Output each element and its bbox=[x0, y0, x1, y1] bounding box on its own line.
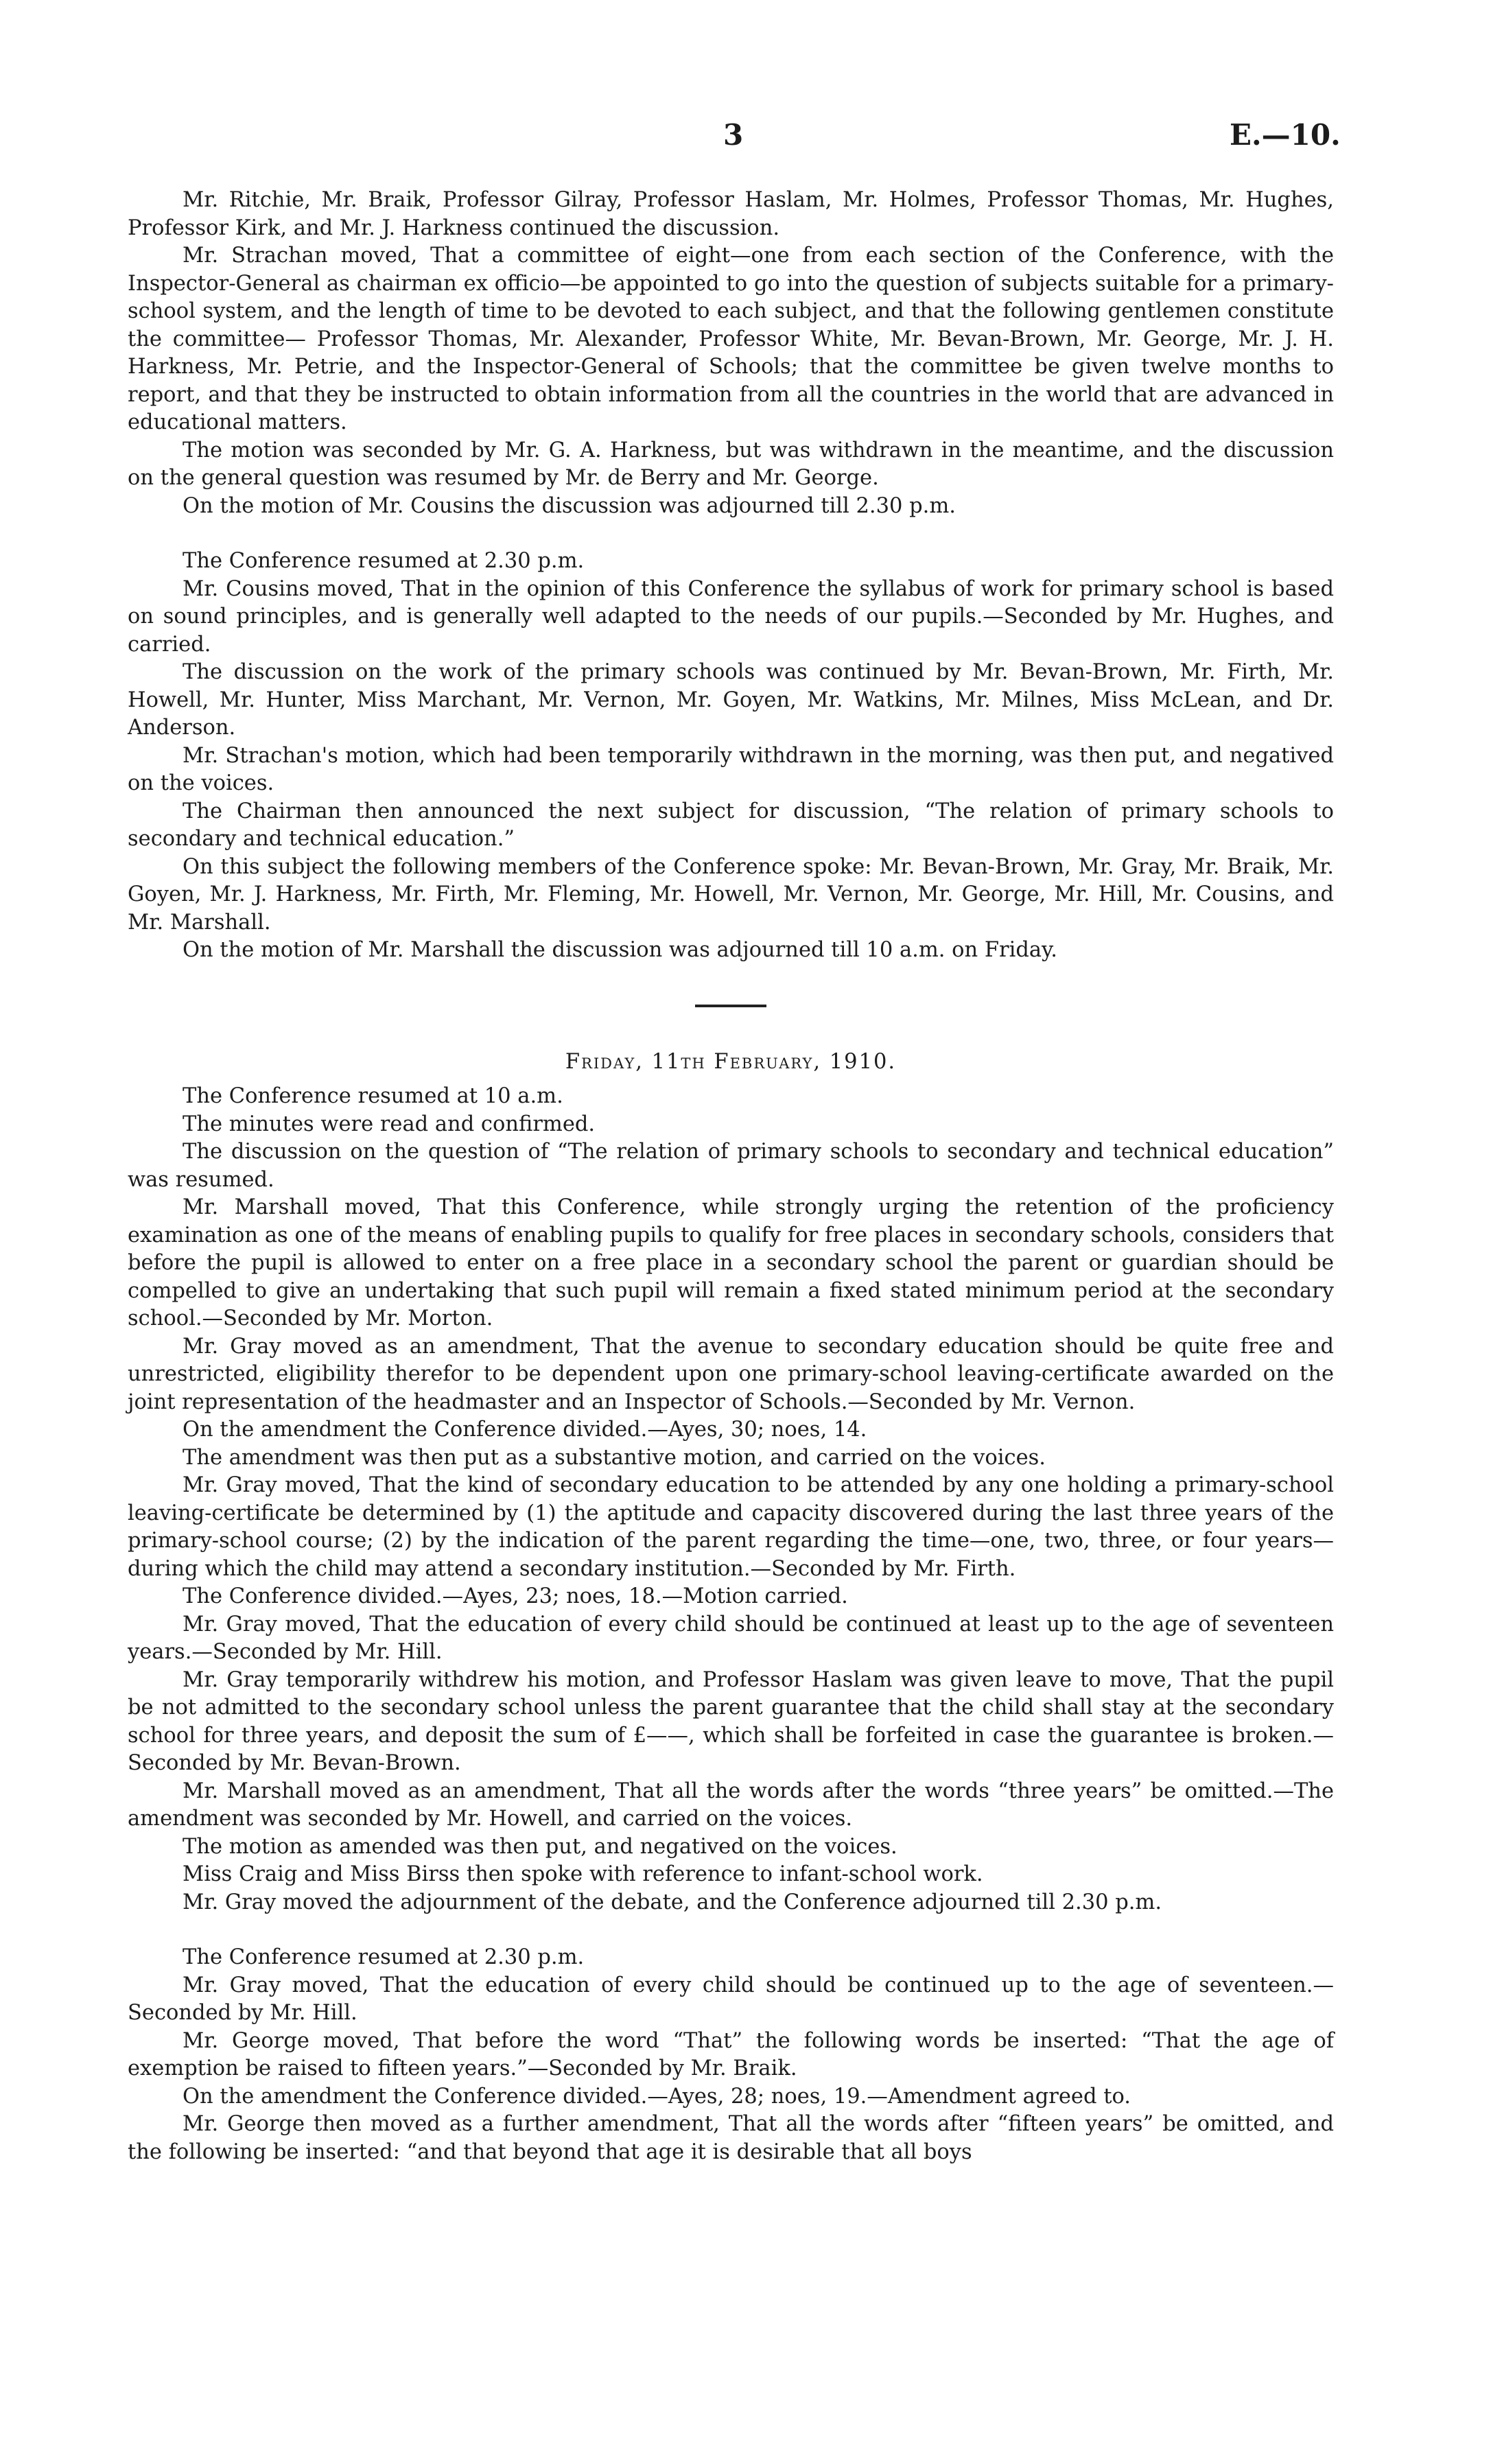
page-number: 3 bbox=[723, 118, 744, 152]
paragraph: On the amendment the Conference divided.—Ayes, 28; noes, 19.—Amendment agreed to. bbox=[183, 2084, 1131, 2109]
paragraph: On the motion of Mr. Marshall the discussion was adjourned till 10 a.m. on Friday. bbox=[183, 938, 1057, 962]
paragraph: Mr. Gray temporarily withdrew his motion, and Professor Haslam was given leave to move, That the pupil be not admitted to the secondary school unless the parent guarantee that the child shall stay at the secondary school for three years, and deposit the sum of £——, which shall be forfeited in case the guarantee is broken.—Seconded by Mr. Bevan-Brown. bbox=[128, 1667, 1334, 1775]
paragraph: Mr. Cousins moved, That in the opinion of this Conference the syllabus of work for primary school is based on sound principles, and is generally well adapted to the needs of our pupils.—Seconded by Mr. Hughes, and carried. bbox=[128, 576, 1334, 657]
paragraph: On this subject the following members of the Conference spoke: Mr. Bevan-Brown, Mr. Gray, Mr. Braik, Mr. Goyen, Mr. J. Harkness, Mr. Firth, Mr. Fleming, Mr. Howell, Mr. Vernon, Mr. George, Mr. Hill, Mr. Cousins, and Mr. Marshall. bbox=[128, 854, 1334, 935]
paragraph: On the motion of Mr. Cousins the discussion was adjourned till 2.30 p.m. bbox=[183, 493, 956, 518]
paragraph: The minutes were read and confirmed. bbox=[183, 1112, 596, 1136]
thursday-morning-section bbox=[128, 187, 1334, 520]
paragraph: The discussion on the question of “The relation of primary schools to secondary and technical education” was resumed. bbox=[128, 1140, 1334, 1192]
paragraph: The motion was seconded by Mr. G. A. Harkness, but was withdrawn in the meantime, and the discussion on the general question was resumed by Mr. de Berry and Mr. George. bbox=[128, 438, 1334, 490]
paragraph: Mr. Marshall moved as an amendment, That all the words after the words “three years” be omitted.—The amendment was seconded by Mr. Howell, and carried on the voices. bbox=[128, 1779, 1334, 1831]
paragraph: The Conference resumed at 2.30 p.m. bbox=[183, 549, 585, 573]
paragraph: Mr. Marshall moved, That this Conference, while strongly urging the retention of the proficiency examination as one of the means of enabling pupils to qualify for free places in secondary schools, considers that before the pupil is allowed to enter on a free place in a secondary school the parent or guardian should be compelled to give an undertaking that such pupil will remain a fixed stated minimum period at the secondary school.—Seconded by Mr. Morton. bbox=[128, 1195, 1334, 1330]
paragraph: Mr. Strachan's motion, which had been temporarily withdrawn in the morning, was then put, and negatived on the voices. bbox=[128, 743, 1334, 795]
paragraph: The Conference divided.—Ayes, 23; noes, 18.—Motion carried. bbox=[183, 1584, 848, 1608]
section-gap bbox=[128, 1916, 1334, 1944]
paragraph: Miss Craig and Miss Birss then spoke with reference to infant-school work. bbox=[183, 1862, 983, 1886]
paragraph: Mr. Gray moved as an amendment, That the avenue to secondary education should be quite free and unrestricted, eligibility therefor to be dependent upon one primary-school leaving-certificate awarded on the joint representation of the headmaster and an Inspector of Schools.—Seconded by Mr. Vernon. bbox=[128, 1334, 1334, 1414]
paragraph: The discussion on the work of the primary schools was continued by Mr. Bevan-Brown, Mr. Firth, Mr. Howell, Mr. Hunter, Miss Marchant, Mr. Vernon, Mr. Goyen, Mr. Watkins, Mr. Milnes, Miss McLean, and Dr. Anderson. bbox=[128, 660, 1334, 740]
paragraph: Mr. Gray moved, That the education of every child should be continued at least up to the age of seventeen years.—Seconded by Mr. Hill. bbox=[128, 1612, 1334, 1664]
paragraph: On the amendment the Conference divided.—Ayes, 30; noes, 14. bbox=[183, 1418, 867, 1442]
section-divider bbox=[695, 1005, 766, 1007]
paragraph: Mr. Gray moved, That the education of every child should be continued up to the age of seventeen.—Seconded by Mr. Hill. bbox=[128, 1973, 1334, 2025]
paragraph: The Conference resumed at 10 a.m. bbox=[183, 1084, 563, 1108]
friday-afternoon-section bbox=[128, 1944, 1334, 2166]
paragraph: Mr. Ritchie, Mr. Braik, Professor Gilray, Professor Haslam, Mr. Holmes, Professor Thomas, Mr. Hughes, Professor Kirk, and Mr. J. Harkness continued the discussion. bbox=[128, 188, 1334, 240]
document-id: E.—10. bbox=[1230, 118, 1341, 152]
page-header bbox=[0, 118, 1491, 159]
paragraph: The Chairman then announced the next subject for discussion, “The relation of primary schools to secondary and technical education.” bbox=[128, 799, 1334, 851]
paragraph: Mr. Strachan moved, That a committee of eight—one from each section of the Conference, with the Inspector-General as chairman ex officio—be appointed to go into the question of subjects suitable for a primary-school system, and the length of time to be devoted to each subject, and that the following gentlemen constitute the committee— Professor Thomas, Mr. Alexander, Professor White, Mr. Bevan-Brown, Mr. George, Mr. J. H. Harkness, Mr. Petrie, and the Inspector-General of Schools; that the committee be given twelve months to report, and that they be instructed to obtain information from all the countries in the world that are advanced in educational matters. bbox=[128, 244, 1334, 434]
minutes-body bbox=[128, 187, 1334, 2166]
paragraph: The amendment was then put as a substantive motion, and carried on the voices. bbox=[183, 1445, 1046, 1470]
paragraph: Mr. George then moved as a further amendment, That all the words after “fifteen years” be omitted, and the following be inserted: “and that beyond that age it is desirable that all boys bbox=[128, 2112, 1334, 2164]
paragraph: The Conference resumed at 2.30 p.m. bbox=[183, 1945, 585, 1969]
paragraph: Mr. Gray moved the adjournment of the debate, and the Conference adjourned till 2.30 p.m. bbox=[183, 1890, 1162, 1914]
friday-date-heading: Friday, 11th February, 1910. bbox=[565, 1049, 897, 1074]
thursday-afternoon-section bbox=[128, 548, 1334, 965]
paragraph: The motion as amended was then put, and negatived on the voices. bbox=[183, 1834, 897, 1859]
friday-morning-section bbox=[128, 1083, 1334, 1916]
section-gap bbox=[128, 520, 1334, 548]
paragraph: Mr. Gray moved, That the kind of secondary education to be attended by any one holding a primary-school leaving-certificate be determined by (1) the aptitude and capacity discovered during the last three years of the primary-school course; (2) by the indication of the parent regarding the time—one, two, three, or four years—during which the child may attend a secondary institution.—Seconded by Mr. Firth. bbox=[128, 1473, 1334, 1581]
paragraph: Mr. George moved, That before the word “That” the following words be inserted: “That the age of exemption be raised to fifteen years.”—Seconded by Mr. Braik. bbox=[128, 2028, 1334, 2080]
